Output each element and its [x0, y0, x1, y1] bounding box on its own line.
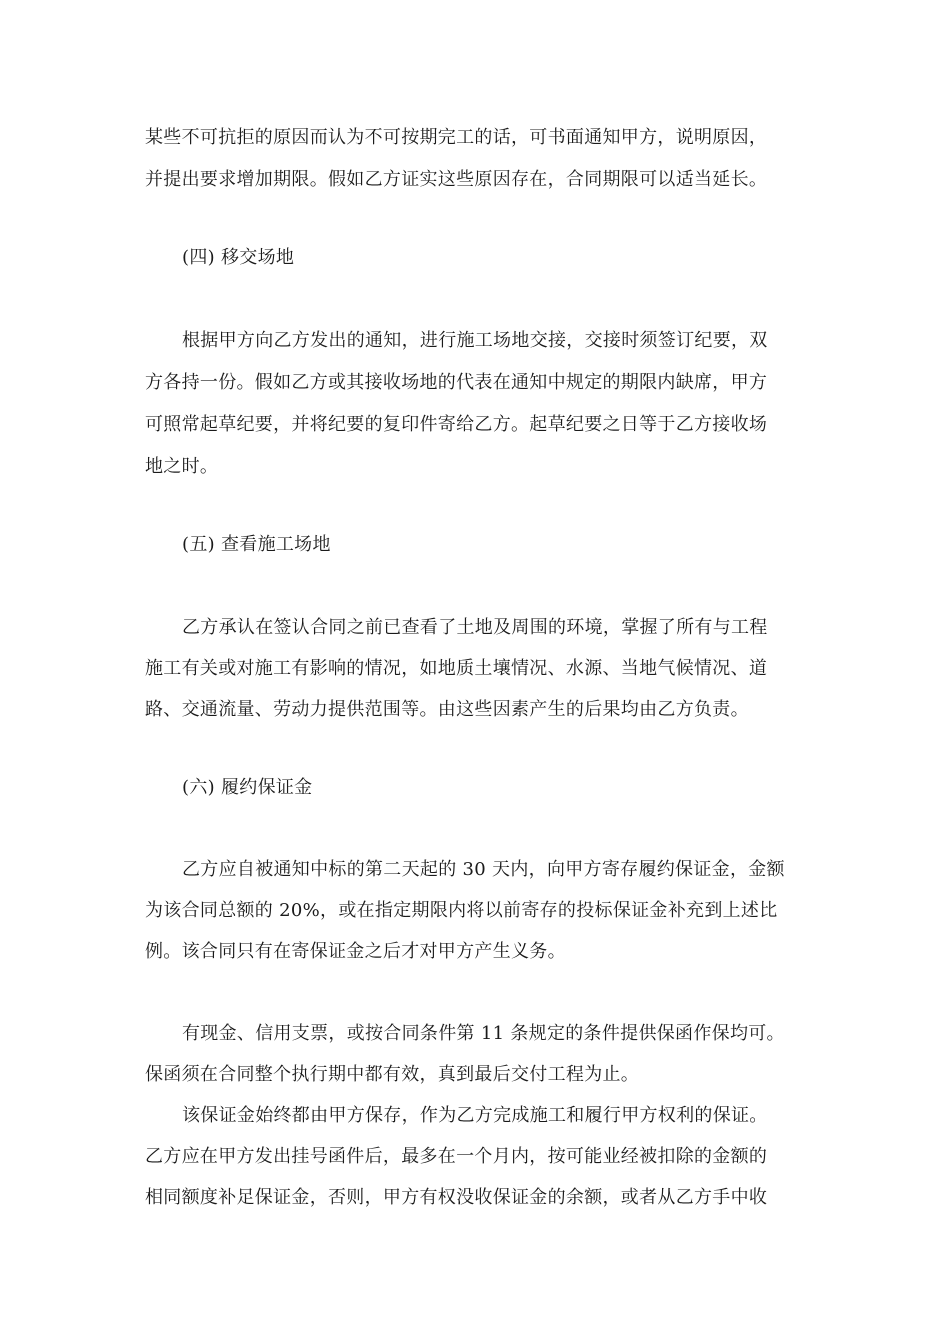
text-line: 可照常起草纪要，并将纪要的复印件寄给乙方。起草纪要之日等于乙方接收场 — [145, 414, 768, 435]
text-line: 为该合同总额的 20%，或在指定期限内将以前寄存的投标保证金补充到上述比 — [145, 900, 778, 921]
text-line: 乙方承认在签认合同之前已查看了土地及周围的环境，掌握了所有与工程 — [182, 617, 768, 638]
text-line: 乙方应自被通知中标的第二天起的 30 天内，向甲方寄存履约保证金，金额 — [182, 859, 785, 880]
section-heading-6: (六) 履约保证金 — [182, 777, 313, 798]
section-heading-5: (五) 查看施工场地 — [182, 534, 331, 555]
text-line: 地之时。 — [145, 456, 219, 477]
text-line: 根据甲方向乙方发出的通知，进行施工场地交接，交接时须签订纪要，双 — [182, 330, 768, 351]
text-line: 例。该合同只有在寄保证金之后才对甲方产生义务。 — [145, 941, 566, 962]
text-line: 相同额度补足保证金，否则，甲方有权没收保证金的余额，或者从乙方手中收 — [145, 1187, 768, 1208]
text-line: 该保证金始终都由甲方保存，作为乙方完成施工和履行甲方权利的保证。 — [182, 1105, 768, 1126]
text-line: 保函须在合同整个执行期中都有效，真到最后交付工程为止。 — [145, 1064, 640, 1085]
text-line: 有现金、信用支票，或按合同条件第 11 条规定的条件提供保函作保均可。 — [182, 1023, 785, 1044]
text-line: 方各持一份。假如乙方或其接收场地的代表在通知中规定的期限内缺席，甲方 — [145, 372, 768, 393]
text-line: 施工有关或对施工有影响的情况，如地质土壤情况、水源、当地气候情况、道 — [145, 658, 768, 679]
text-line: 并提出要求增加期限。假如乙方证实这些原因存在，合同期限可以适当延长。 — [145, 169, 768, 190]
text-line: 乙方应在甲方发出挂号函件后，最多在一个月内，按可能业经被扣除的金额的 — [145, 1146, 768, 1167]
text-line: 路、交通流量、劳动力提供范围等。由这些因素产生的后果均由乙方负责。 — [145, 699, 749, 720]
text-line: 某些不可抗拒的原因而认为不可按期完工的话，可书面通知甲方，说明原因， — [145, 127, 768, 148]
section-heading-4: (四) 移交场地 — [182, 247, 295, 268]
